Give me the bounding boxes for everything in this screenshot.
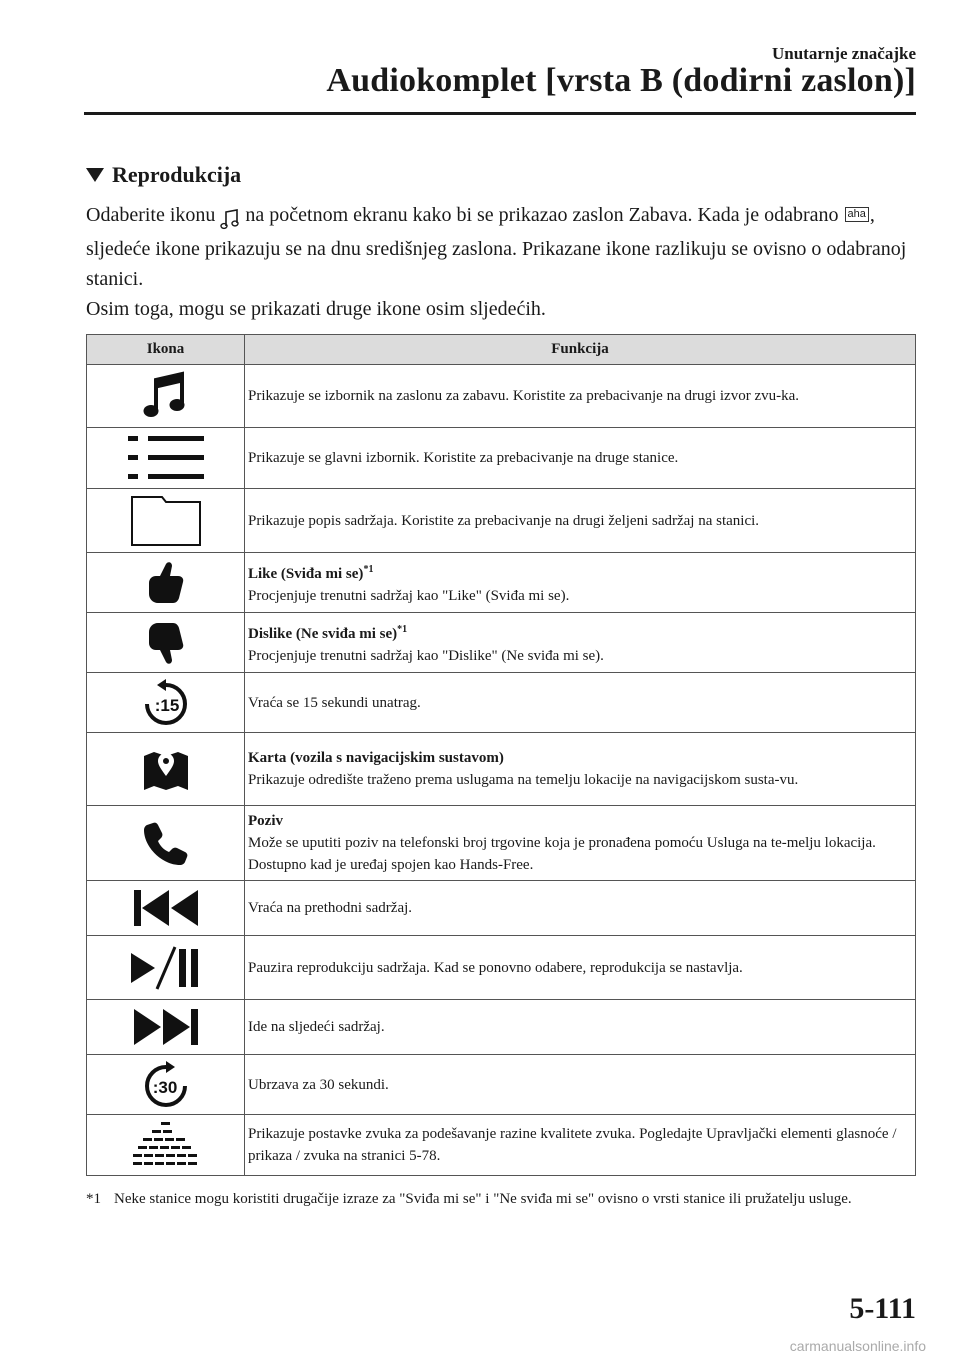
function-cell: Prikazuje se izbornik na zaslonu za zabavu. Koristite za prebacivanje na drugi izvor zvu-ka. xyxy=(245,365,916,428)
function-cell: Vraća se 15 sekundi unatrag. xyxy=(245,673,916,733)
section-title: Reprodukcija xyxy=(112,162,242,187)
table-row xyxy=(87,1000,916,1055)
svg-text::30: :30 xyxy=(152,1077,177,1097)
thumbs-down-icon xyxy=(87,613,245,673)
rewind-15-icon xyxy=(87,673,245,733)
intro-part-2: na početnom ekranu kako bi se prikazao zaslon Zabava. Kada je odabrano xyxy=(245,204,839,226)
phone-icon xyxy=(87,806,245,881)
function-cell: Pauzira reprodukciju sadržaja. Kad se ponovno odabere, reprodukcija se nastavlja. xyxy=(245,936,916,1000)
chapter-subtitle: Unutarnje značajke xyxy=(771,44,916,63)
intro-part-3: , sljedeće ikone prikazuju se na dnu središnjeg zaslona. Prikazane ikone razlikuju se ovisno o odabranoj stanici. xyxy=(86,204,907,290)
table-header-row xyxy=(87,335,916,365)
intro-part-1: Odaberite ikonu xyxy=(86,204,216,226)
table-row xyxy=(87,365,916,428)
folder-icon xyxy=(87,489,245,553)
footnote-mark: *1 xyxy=(86,1191,101,1207)
function-cell: Poziv Može se uputiti poziv na telefonski broj trgovine koja je pronađena pomoću Usluga na te-melju lokacija. Dostupno kad je uređaj spojen kao Hands-Free. xyxy=(245,806,916,881)
music-note-icon xyxy=(220,204,240,234)
footnote xyxy=(86,1188,916,1210)
menu-list-icon xyxy=(87,428,245,489)
thumbs-up-icon xyxy=(87,553,245,613)
music-note-icon xyxy=(87,365,245,428)
table-row xyxy=(87,733,916,806)
table-row xyxy=(87,1055,916,1115)
map-pin-icon xyxy=(87,733,245,806)
forward-30-icon xyxy=(87,1055,245,1115)
function-cell: Vraća na prethodni sadržaj. xyxy=(245,881,916,936)
header-function: Funkcija xyxy=(245,335,916,365)
function-cell: Karta (vozila s navigacijskim sustavom) Prikazuje odredište traženo prema uslugama na temelju lokacije na navigacijskom susta-vu. xyxy=(245,733,916,806)
table-row xyxy=(87,806,916,881)
header-rule xyxy=(84,112,916,115)
header-icon: Ikona xyxy=(87,335,245,365)
triangle-bullet-icon xyxy=(86,168,104,182)
intro-part-4: Osim toga, mogu se prikazati druge ikone osim sljedećih. xyxy=(86,298,546,320)
table-row xyxy=(87,489,916,553)
table-row xyxy=(87,428,916,489)
aha-icon: aha xyxy=(845,207,869,222)
function-cell: Dislike (Ne sviđa mi se)$^{*1}$ Procjenjuje trenutni sadržaj kao "Dislike" (Ne sviđa mi se). xyxy=(245,613,916,673)
intro-text xyxy=(86,200,926,324)
table-row xyxy=(87,881,916,936)
equalizer-icon xyxy=(87,1115,245,1176)
table-row xyxy=(87,673,916,733)
play-pause-icon xyxy=(87,936,245,1000)
svg-text::15: :15 xyxy=(154,695,179,715)
function-cell: Prikazuje popis sadržaja. Koristite za prebacivanje na drugi željeni sadržaj na stanici. xyxy=(245,489,916,553)
function-cell: Like (Sviđa mi se)$^{*1}$ Procjenjuje trenutni sadržaj kao "Like" (Sviđa mi se). xyxy=(245,553,916,613)
chapter-title: Audiokomplet [vrsta B (dodirni zaslon)] xyxy=(326,62,916,99)
function-cell: Ubrzava za 30 sekundi. xyxy=(245,1055,916,1115)
footnote-text: Neke stanice mogu koristiti drugačije izraze za "Sviđa mi se" i "Ne sviđa mi se" ovisno o vrsti stanice ili pružatelju usluge. xyxy=(114,1191,852,1207)
function-cell: Prikazuje postavke zvuka za podešavanje razine kvalitete zvuka. Pogledajte Upravljački elementi glasnoće / prikaza / zvuka na stranici 5-78. xyxy=(245,1115,916,1176)
table-row xyxy=(87,1115,916,1176)
section-heading xyxy=(86,162,241,188)
table-row xyxy=(87,553,916,613)
table-row xyxy=(87,936,916,1000)
skip-previous-icon xyxy=(87,881,245,936)
function-cell: Ide na sljedeći sadržaj. xyxy=(245,1000,916,1055)
icon-function-table xyxy=(86,334,916,1176)
watermark: carmanualsonline.info xyxy=(789,1338,926,1354)
skip-next-icon xyxy=(87,1000,245,1055)
function-cell: Prikazuje se glavni izbornik. Koristite za prebacivanje na druge stanice. xyxy=(245,428,916,489)
page-number: 5-111 xyxy=(849,1292,916,1325)
table-row xyxy=(87,613,916,673)
